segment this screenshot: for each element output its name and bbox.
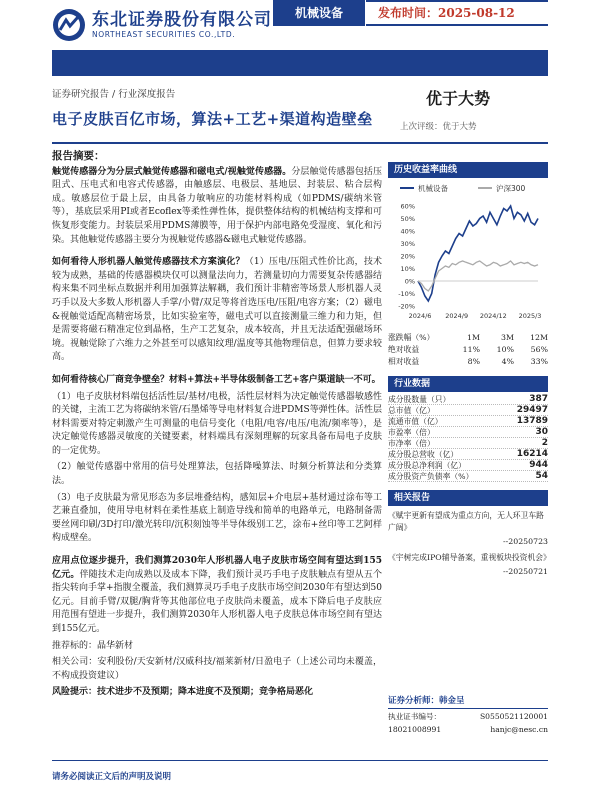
y-tick-label: -10%	[398, 290, 415, 298]
analyst-name: 证券分析师：韩金呈	[388, 695, 548, 709]
y-tick-label: 10%	[400, 265, 415, 273]
recommend-targets: 推荐标的：晶华新材	[52, 640, 134, 651]
rating: 优于大势	[426, 89, 491, 108]
p2-lead: 如何看待人形机器人触觉传感器技术方案演化？	[52, 257, 245, 268]
related-report-title[interactable]: 《宇树完成IPO辅导备案，重视板块投资机会》	[388, 553, 551, 562]
perf-head-1m: 1M	[467, 333, 480, 342]
industry-label: 成分股数量（只）	[388, 395, 451, 404]
industry-row	[388, 471, 548, 482]
industry-table	[388, 394, 548, 482]
industry-row	[388, 427, 548, 438]
paragraph-1	[52, 166, 382, 248]
industry-label: 市净率（倍）	[388, 439, 435, 448]
x-tick-label: 2024/6	[408, 312, 432, 320]
industry-value: 13789	[516, 416, 548, 426]
p1-lead: 触觉传感器分为分层式触觉传感器和磁电式/视触觉传感器。	[52, 166, 292, 177]
related-report-title[interactable]: 《赋宇更新有望成为重点方向，无人环卫车路广阔》	[388, 511, 544, 532]
related-companies: 相关公司：安利股份/天安新材/汉威科技/福莱新材/日盈电子（上述公司均未覆盖，不构成投资建议）	[52, 657, 382, 681]
perf-row-relative	[388, 356, 548, 368]
return-chart-svg	[388, 178, 548, 328]
industry-value: 54	[535, 471, 548, 481]
footer-note: 请务必阅读正文后的声明及说明	[52, 772, 172, 782]
company-name-en: NORTHEAST SECURITIES CO.,LTD.	[92, 29, 236, 39]
perf-head-3m: 3M	[501, 333, 514, 342]
industry-value: 944	[529, 460, 548, 470]
industry-value: 29497	[516, 405, 548, 415]
perf-cell: 33%	[530, 357, 548, 366]
perf-head-12m: 12M	[530, 333, 548, 342]
industry-label: 流通市值（亿）	[388, 417, 443, 426]
footer-divider	[52, 760, 548, 761]
performance-table	[388, 332, 548, 368]
related-report-link[interactable]	[388, 510, 548, 548]
paragraph-2	[52, 256, 382, 365]
related-heading: 相关报告	[388, 490, 548, 506]
publish-date: 发布时间：2025-08-12	[366, 0, 548, 26]
analyst-contact-row	[388, 723, 548, 736]
previous-rating: 上次评级：优于大势	[400, 122, 477, 132]
p3-body-2: （2）触觉传感器中常用的信号处理算法，包括降噪算法、时频分析算法和分类算法。	[52, 462, 382, 487]
perf-cell: 11%	[462, 345, 480, 354]
legend-label: 机械设备	[418, 184, 448, 193]
company-logo	[52, 6, 292, 44]
report-summary	[52, 150, 382, 703]
analyst-info	[388, 695, 548, 736]
risk-warning: 风险提示：技术进步不及预期；降本进度不及预期；竞争格局恶化	[52, 687, 314, 698]
industry-heading: 行业数据	[388, 376, 548, 392]
y-tick-label: 60%	[400, 202, 415, 211]
related-report-link[interactable]	[388, 552, 551, 578]
perf-row-absolute	[388, 344, 548, 356]
company-name-cn: 东北证券股份有限公司	[92, 9, 272, 30]
perf-head-label: 涨跌幅（%）	[388, 333, 435, 342]
industry-row	[388, 405, 548, 416]
p2-body: （1）压电/压阻式性价比高，技术较为成熟，基础的传感器模块仅可以测量法向力，若测量切向力需要复杂传感器结构来集不同坐标点数据并利用加强算法解耦，我们预计非精密等场景人形机器人灵巧手以及大多数人形机器人手掌/小臂/双足等将首选压电/压阻/电容方案；（2）磁电&视触觉适配高精密场景，比如实验室等，磁电式可以直接测量三维力和力矩，但是需要将磁石精准定位到晶格，生产工艺复杂，成本较高，并且无法适配强磁场环境。视触觉除了六维力之外甚至可以感知纹理/温度等其他物理信息，但算力要求较高。	[52, 257, 382, 363]
industry-value: 387	[529, 394, 548, 404]
p1-body: 分层触觉传感器包括压阻式、压电式和电容式传感器，由触感层、电极层、基地层、封装层、粘合层构成。敏感层位于最上层，由具备力敏响应的功能材料构成（如PDMS/碳纳米管等），基底层采用PI或者Ecoflex等柔性弹性体，提供整体结构的机械结构支撑和可恢复形变能力。封装层采用PDMS薄膜等，用于保护内部电路免受湿度、氧化和污染。其他触觉传感器主要分为视触觉传感器&磁电式触觉传感器。	[52, 166, 382, 245]
p3-body-1: （1）电子皮肤材料端包括活性层/基材/电极，活性层材料为决定触觉传感器敏感性的关键，主流工艺为将碳纳米管/石墨烯等导电材料复合进PDMS等弹性体。活性层材料需要对特定刺激产生可测量的电信号变化（电阻/电容/电压/电流/频率等），是决定触觉传感器灵敏度的关键要素，材料端具有深刻理解的玩家具备布局电子皮肤的一定优势。	[52, 391, 382, 456]
return-chart	[388, 178, 548, 328]
report-title: 电子皮肤百亿市场，算法+工艺+渠道构造壁垒	[52, 110, 373, 128]
analyst-phone: 18021008991	[388, 725, 442, 734]
y-tick-label: 0%	[404, 277, 415, 286]
industry-row	[388, 394, 548, 405]
industry-row	[388, 449, 548, 460]
p4-body: 伴随技术走向成熟以及成本下降，我们预计灵巧手电子皮肤触点有望从五个指尖转向手掌+指腹全覆盖，我们测算灵巧手电子皮肤市场空间2030年有望达到50亿元。目前手臂/双腿/胸背等其他部位电子皮肤尚未覆盖，成本下降后电子皮肤应用范围有望进一步提升，我们测算2030年人形机器人电子皮肤总体市场空间有望达到155亿元。	[52, 569, 382, 634]
p4-lead: 应用点位逐步提升，我们测算2030年人形机器人电子皮肤市场空间有望达到155亿元。	[52, 556, 382, 580]
p3-body-3: （3）电子皮肤最为常见形态为多层堆叠结构，感知层+介电层+基材通过涂布等工艺兼直叠加，使用导电材料在柔性基底上制造导线和简单的电路单元，电路制备需要丝网印刷/3D打印/激光转印/沉积刻蚀等半导体级别工艺，涂布+丝印等工艺阿样构成壁垒。	[52, 492, 382, 544]
related-report-date: --20250721	[503, 567, 548, 576]
perf-cell: 8%	[467, 357, 480, 366]
industry-label: 成分股资产负债率（%）	[388, 472, 474, 481]
analyst-email[interactable]: hanjc@nesc.cn	[490, 725, 548, 734]
perf-cell: 4%	[501, 357, 514, 366]
sidebar	[388, 162, 551, 578]
perf-cell: 56%	[530, 345, 548, 354]
series-line	[418, 261, 538, 291]
analyst-cert-row	[388, 710, 548, 723]
cert-label: 执业证书编号：	[388, 712, 442, 721]
perf-cell: 10%	[496, 345, 514, 354]
y-tick-label: 40%	[400, 227, 415, 236]
industry-label: 成分股总净利润（亿）	[388, 461, 466, 470]
industry-value: 30	[535, 427, 548, 437]
category-label: 机械设备	[273, 0, 365, 26]
legend-label: 沪深300	[496, 184, 526, 193]
y-tick-label: 30%	[400, 240, 415, 248]
related-reports	[388, 510, 551, 578]
industry-value: 16214	[516, 449, 548, 459]
paragraph-4	[52, 555, 382, 637]
chart-heading: 历史收益率曲线	[388, 162, 548, 178]
y-tick-label: 50%	[400, 215, 415, 223]
performance-header	[388, 332, 548, 344]
breadcrumb: 证券研究报告 / 行业深度报告	[52, 89, 176, 100]
logo-icon	[52, 8, 86, 42]
perf-cell: 绝对收益	[388, 345, 420, 354]
related-report-date: --20250723	[503, 537, 548, 546]
header-bar	[52, 50, 548, 76]
title-divider	[52, 142, 548, 144]
industry-label: 市盈率（倍）	[388, 428, 435, 437]
industry-row	[388, 438, 548, 449]
industry-row	[388, 460, 548, 471]
summary-heading: 报告摘要：	[52, 150, 105, 162]
industry-label: 总市值（亿）	[388, 406, 435, 415]
industry-value: 2	[541, 438, 548, 448]
series-line	[418, 206, 538, 301]
industry-label: 成分股总营收（亿）	[388, 450, 459, 459]
y-tick-label: 20%	[400, 252, 415, 261]
perf-cell: 相对收益	[388, 357, 420, 366]
cert-number: S0550521120001	[479, 712, 548, 721]
industry-row	[388, 416, 548, 427]
y-tick-label: -20%	[398, 302, 415, 311]
x-tick-label: 2024/12	[479, 312, 507, 320]
x-tick-label: 2025/3	[518, 312, 542, 320]
x-tick-label: 2024/9	[445, 312, 469, 320]
p3-lead: 如何看待核心厂商竞争壁垒？材料+算法+半导体级制备工艺+客户渠道缺一不可。	[52, 374, 381, 385]
